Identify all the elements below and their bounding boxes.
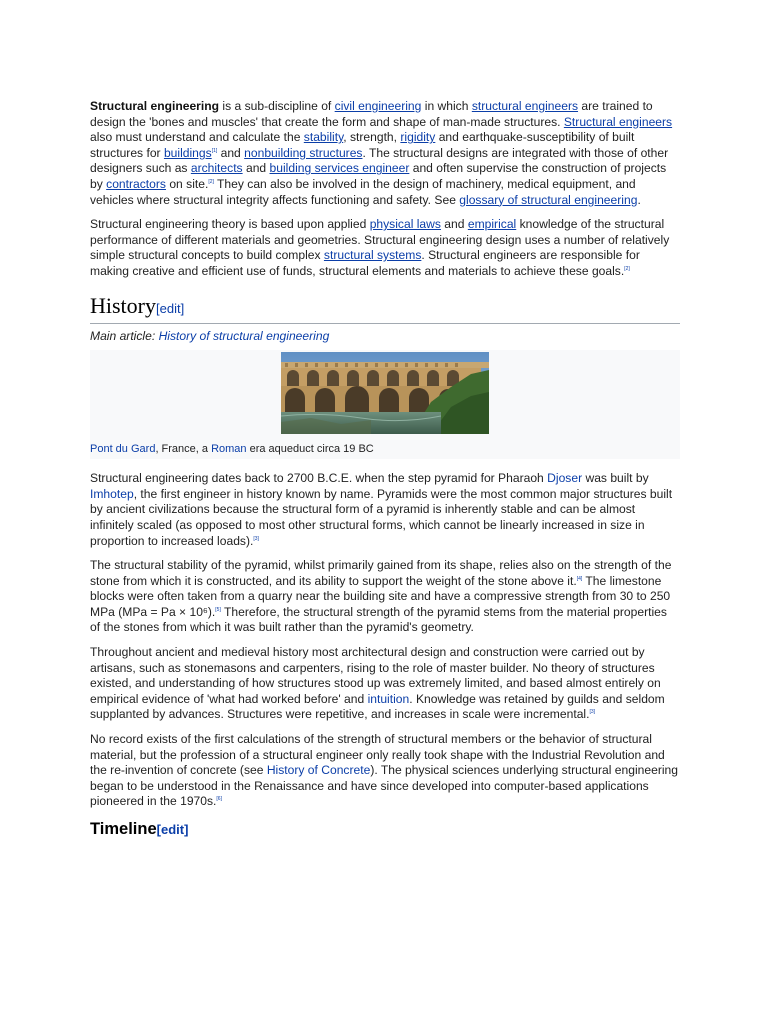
wiki-link[interactable]: physical laws: [369, 217, 441, 232]
wiki-link[interactable]: Imhotep: [90, 486, 134, 501]
wiki-link[interactable]: contractors: [106, 176, 166, 191]
history-edit-link[interactable]: [edit]: [156, 300, 185, 316]
text-run: in which: [421, 99, 472, 113]
text-run: . Knowledge was retained by guilds and seldom supplanted by advances. Structures were repetitive, and increases in scale were incremental.: [90, 691, 665, 722]
text-run: era aqueduct circa 19 BC: [246, 443, 374, 456]
figure-pont-du-gard: [90, 350, 680, 459]
text-run: . Structural engineers are responsible for making creative and efficient use of funds, structural elements and materials to achieve these goals.: [90, 248, 640, 278]
text-run: The structural stability of the pyramid, whilst primarily gained from its shape, relies also on the strength of the stone from which it is constructed, and its ability to support the weight of the stone above it.: [90, 558, 672, 588]
history-paragraph-2: [90, 558, 680, 636]
text-run: Structural engineering theory is based upon applied: [90, 217, 370, 232]
timeline-heading: [90, 819, 680, 840]
wiki-link[interactable]: intuition: [367, 691, 410, 706]
text-run: on site.: [165, 176, 209, 191]
text-run: The limestone blocks were often taken from a quarry near the building site and have a compressive strength from 30 to 250 MPa (MPa = Pa × 10⁶).: [90, 573, 671, 619]
reference-link[interactable]: [3]: [253, 535, 259, 542]
reference-link[interactable]: [3]: [589, 709, 596, 716]
wiki-link[interactable]: Djoser: [547, 471, 583, 486]
wiki-link[interactable]: buildings: [163, 145, 212, 160]
reference-link[interactable]: [2]: [624, 265, 630, 272]
history-paragraph-3: [90, 645, 680, 723]
text-run: No record exists of the first calculations of the strength of structural members or the behavior of structural material, but the profession of a structural engineer only really took shape with the Industrial Revolution and the re-invention of concrete (see: [90, 732, 665, 778]
intro-paragraph-1: [90, 99, 680, 208]
intro-paragraph-2: [90, 217, 680, 279]
figure-caption: [90, 442, 680, 456]
history-heading: [90, 293, 680, 324]
text-run: and: [217, 145, 245, 160]
reference-link[interactable]: [6]: [216, 796, 222, 803]
wiki-link[interactable]: Roman: [211, 443, 247, 456]
text-run: Therefore, the structural strength of the pyramid stems from the material properties of the stones from which it was built rather than the pyramid's geometry.: [90, 604, 667, 635]
wiki-link[interactable]: nonbuilding structures: [244, 145, 363, 160]
pont-du-gard-image[interactable]: [281, 352, 489, 434]
text-run: They can also be involved in the design of machinery, medical equipment, and vehicles where structural integrity affects functioning and safety. See: [90, 176, 636, 207]
text-run: Throughout ancient and medieval history most architectural design and construction were carried out by artisans, such as stonemasons and carpenters, rising to the role of master builder. No theory of structures existed, and understanding of how structures stood up was extremely limited, and based almost entirely on empirical evidence of 'what had worked before' and: [90, 645, 661, 706]
text-run: . The structural designs are integrated with those of other designers such as: [90, 145, 669, 176]
text-run: was built by: [582, 471, 649, 486]
hatnote-label: Main article:: [90, 328, 159, 343]
text-run: , France, a: [155, 443, 212, 456]
wiki-link[interactable]: structural engineers: [471, 99, 579, 113]
text-run: , the first engineer in history known by name. Pyramids were the most common major structures built by ancient civilizations because the structural form of a pyramid is inherently stable and can be almost infinitely scaled (as opposed to most other structural forms, which cannot be linearly increased in size in proportion to increased loads).: [90, 486, 673, 548]
reference-link[interactable]: [2]: [208, 178, 214, 185]
reference-link[interactable]: [5]: [215, 606, 221, 613]
wiki-link[interactable]: civil engineering: [334, 99, 422, 113]
wiki-link[interactable]: building services engineer: [269, 161, 410, 176]
text-run: Structural engineering dates back to 2700 B.C.E. when the step pyramid for Pharaoh: [90, 471, 548, 486]
text-run: .: [637, 192, 641, 207]
bold-term: Structural engineering: [90, 99, 220, 113]
text-run: ). The physical sciences underlying structural engineering began to be understood in the Renaissance and have since developed into computer-based applications pioneered in the 1970s.: [90, 763, 678, 809]
main-article-hatnote: [90, 329, 680, 345]
timeline-edit-link[interactable]: [edit]: [156, 822, 189, 837]
text-run: and often supervise the construction of projects by: [90, 161, 667, 191]
history-paragraph-4: [90, 732, 680, 810]
wiki-link[interactable]: stability: [303, 130, 344, 145]
reference-link[interactable]: [1]: [211, 147, 218, 154]
wiki-link[interactable]: glossary of structural engineering: [459, 192, 638, 207]
history-paragraph-1: [90, 471, 680, 549]
text-run: and: [440, 217, 468, 232]
text-run: are trained to design the 'bones and muscles' that create the form and shape of man-made structures.: [90, 99, 653, 129]
article-content: [90, 99, 680, 840]
wiki-link[interactable]: rigidity: [400, 130, 436, 145]
wiki-link[interactable]: Pont du Gard: [90, 443, 156, 456]
wiki-link[interactable]: architects: [190, 161, 243, 176]
timeline-heading-text: Timeline: [90, 820, 157, 838]
wiki-link[interactable]: empirical: [467, 217, 517, 232]
wiki-link[interactable]: structural systems: [323, 248, 422, 263]
history-heading-text: History: [90, 292, 156, 318]
text-run: also must understand and calculate the: [90, 130, 304, 145]
wiki-link[interactable]: Structural engineers: [563, 114, 673, 129]
text-run: , strength,: [343, 130, 401, 145]
wiki-link[interactable]: History of Concrete: [266, 763, 371, 778]
reference-link[interactable]: [4]: [576, 575, 583, 582]
text-run: and earthquake-susceptibility of built structures for: [90, 130, 635, 160]
hatnote-link[interactable]: History of structural engineering: [158, 328, 330, 343]
text-run: knowledge of the structural performance of different materials and geometries. Structural engineering design uses a number of relatively simple structural concepts to build complex: [90, 217, 670, 263]
text-run: and: [242, 161, 270, 176]
text-run: is a sub-discipline of: [219, 99, 335, 113]
